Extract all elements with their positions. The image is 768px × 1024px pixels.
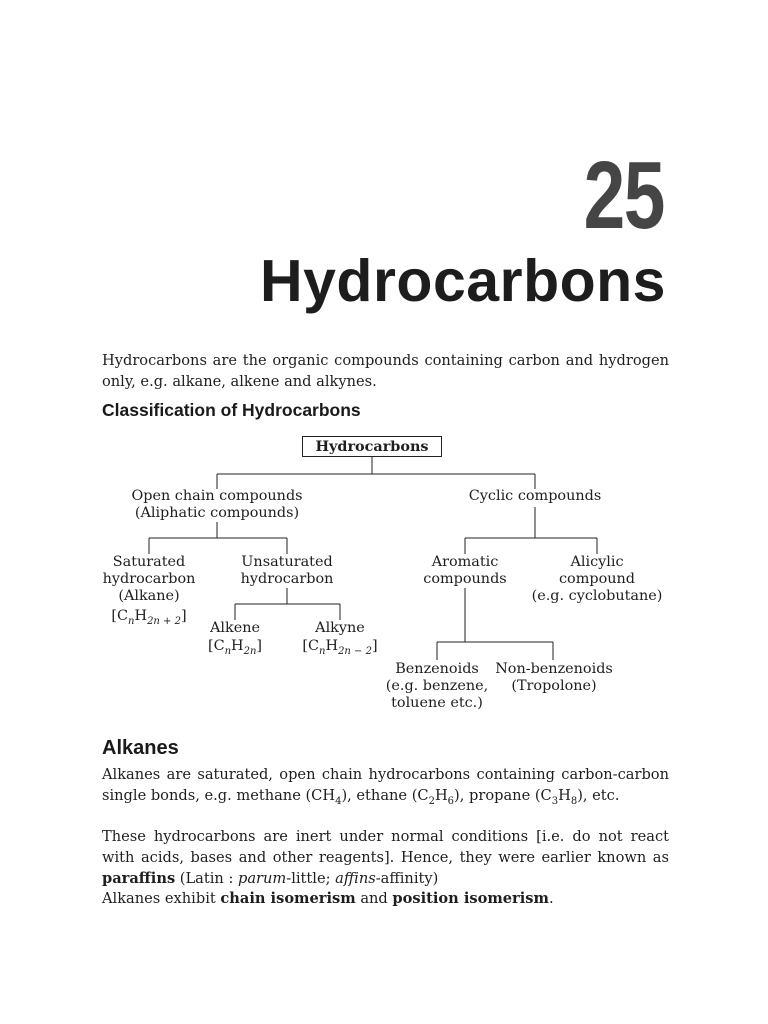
formula-saturated: $[C_nH_{2n + 2}]$	[111, 608, 187, 627]
node-open-chain: Open chain compounds (Aliphatic compounds)	[131, 488, 303, 521]
alkanes-paragraph-2: These hydrocarbons are inert under normal conditions [i.e. do not react with acids, bases and other reagents]. Hence, they were earlier known as paraffins (Latin : parum-little; affins-affinity)	[102, 828, 669, 887]
chapter-title: Hydrocarbons	[260, 248, 666, 314]
intro-paragraph: Hydrocarbons are the organic compounds containing carbon and hydrogen only, e.g. alkane, alkene and alkynes.	[102, 352, 669, 390]
tree-root-hydrocarbons: Hydrocarbons	[302, 436, 442, 457]
node-alkene: Alkene	[209, 620, 261, 636]
node-non-benzenoids: Non-benzenoids (Tropolone)	[495, 661, 613, 694]
alkanes-paragraph-3: Alkanes exhibit chain isomerism and position isomerism.	[102, 890, 554, 907]
node-saturated: Saturated hydrocarbon (Alkane)	[102, 554, 196, 604]
formula-alkyne: $[C_nH_{2n - 2}]$	[302, 638, 378, 657]
node-cyclic: Cyclic compounds	[468, 488, 602, 504]
node-benzenoids: Benzenoids (e.g. benzene, toluene etc.)	[385, 661, 489, 711]
alkanes-heading: Alkanes	[102, 737, 179, 759]
classification-heading: Classification of Hydrocarbons	[102, 400, 361, 420]
node-aromatic: Aromatic compounds	[423, 554, 507, 587]
formula-alkene: $[C_nH_{2n}]$	[207, 638, 263, 657]
node-unsaturated: Unsaturated hydrocarbon	[240, 554, 334, 587]
node-alkyne: Alkyne	[315, 620, 365, 636]
node-alicyclic: Alicylic compound (e.g. cyclobutane)	[531, 554, 663, 604]
chapter-number: 25	[583, 142, 664, 249]
alkanes-paragraph-1: Alkanes are saturated, open chain hydrocarbons containing carbon-carbon single bonds, e.g. methane $(CH_4)$, ethane $(C_2H_6)$, propane $(C_3H_8)$, etc.	[102, 766, 669, 807]
